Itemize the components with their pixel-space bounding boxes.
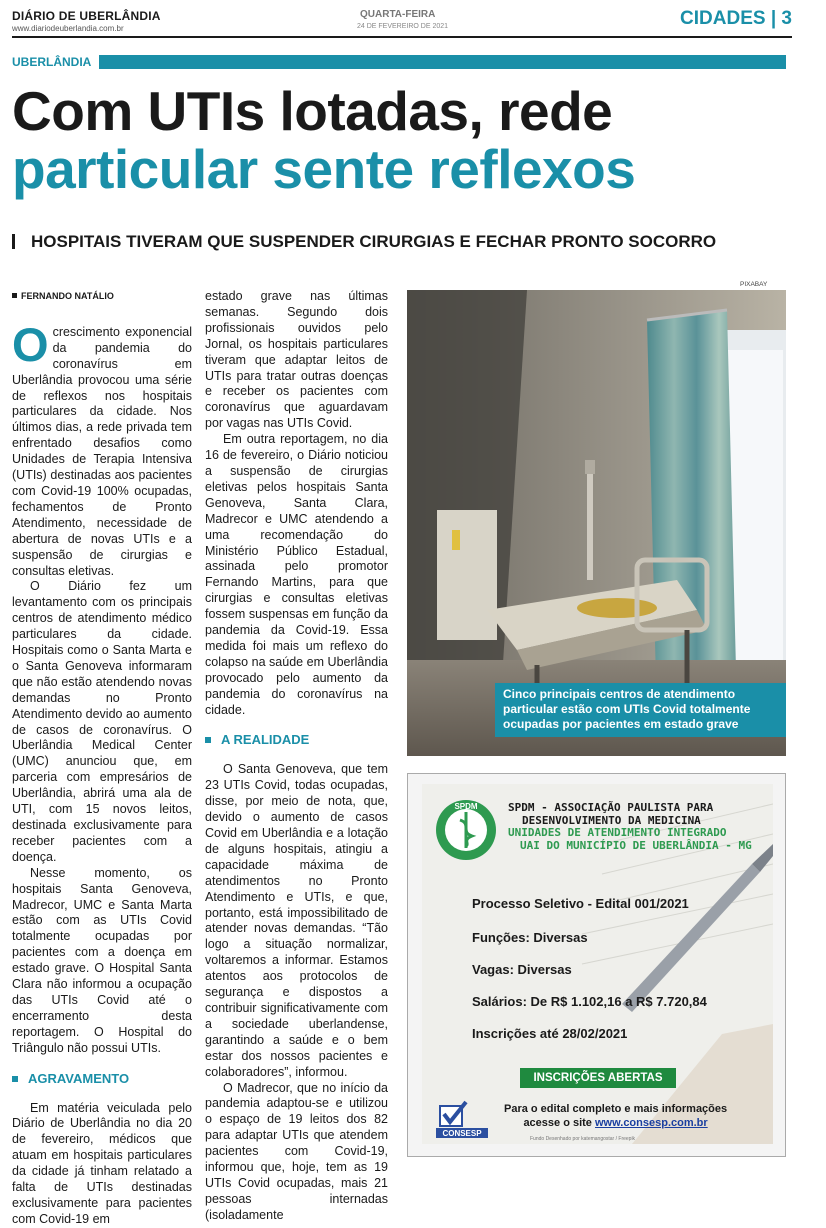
headline-line2: particular sente reflexos bbox=[12, 138, 636, 200]
inscricoes-abertas-button[interactable]: INSCRIÇÕES ABERTAS bbox=[520, 1068, 676, 1088]
ad-org-line1: SPDM - ASSOCIAÇÃO PAULISTA PARA bbox=[508, 801, 714, 814]
ad-deadline: Inscrições até 28/02/2021 bbox=[472, 1026, 628, 1041]
consesp-link[interactable]: www.consesp.com.br bbox=[595, 1117, 708, 1129]
paragraph: estado grave nas últimas semanas. Segundo dois profissionais ouvidos pelo Jornal, os hospitais particulares tiveram que adaptar leitos de UTIs para tratar outras doenças e receber os pacientes com coronavírus que aguardavam por vagas nas UTIs Covid. bbox=[205, 289, 388, 431]
kicker: UBERLÂNDIA bbox=[12, 55, 99, 69]
article-column-1 bbox=[12, 289, 192, 1228]
kicker-bar bbox=[12, 55, 786, 69]
consesp-logo-icon bbox=[436, 1100, 488, 1138]
subhead-text: A REALIDADE bbox=[221, 732, 310, 748]
ad-footer-line1: Para o edital completo e mais informações bbox=[504, 1103, 728, 1115]
paragraph: Nesse momento, os hospitais Santa Genoveva, Madrecor, UMC e Santa Marta estão com as UTIs Covid totalmente ocupadas por pacientes com a doença em estado grave. O Hospital Santa Clara não informou a ocupação das UTIs Covid até o encerramento desta reportagem. O Hospital do Triângulo não possui UTIs. bbox=[12, 865, 192, 1055]
ad-panel bbox=[422, 784, 773, 1144]
headline-line1: Com UTIs lotadas, rede bbox=[12, 80, 613, 142]
subheadline bbox=[12, 232, 802, 252]
ad-footer-prefix: acesse o site bbox=[523, 1117, 595, 1129]
subhead-text: AGRAVAMENTO bbox=[28, 1070, 130, 1086]
photo-credit: PIXABAY bbox=[740, 281, 768, 288]
subhead-bar bbox=[12, 234, 15, 249]
subhead-square bbox=[205, 737, 211, 743]
photo-caption: Cinco principais centros de atendimento particular estão com UTIs Covid totalmente ocupadas por pacientes em estado grave bbox=[495, 683, 786, 737]
ad-image-credit: Fundo Desenhado por katemangostar / Freepik bbox=[530, 1136, 636, 1142]
advertisement bbox=[407, 773, 786, 1157]
ad-process: Processo Seletivo - Edital 001/2021 bbox=[472, 896, 689, 911]
paragraph: Em outra reportagem, no dia 16 de fevereiro, o Diário noticiou a suspensão de cirurgias eletivas pelos hospitais Santa Genoveva, Santa Clara, Madrecor e UMC atendendo a uma recomendação do Ministério Público Estadual, assinada pelo promotor Fernando Martins, para que cirurgias e consultas eletivas fossem suspensas em função da pandemia da Covid-19. Essa medida foi mais um reflexo do colapso na saúde em Uberlândia provocado pelo aumento da pandemia do coronavírus na cidade. bbox=[205, 432, 388, 717]
paragraph: O Santa Genoveva, que tem 23 UTIs Covid, todas ocupadas, disse, por meio de nota, que, devido o aumento de casos Covid em Uberlândia e a lotação de alguns hospitais, atingiu a capacidade máxima de atendimentos no Pronto Atendimento e UTIs, e que, portanto, está impossibilitado de atender novas demandas. “Tão logo a situação normalizar, voltaremos a informar. Estamos atentos aos protocolos de segurança e dispostos a contribuir significativamente com a sociedade uberlandense, garantindo a saúde e o bem estar dos nossos pacientes e colaboradores”, informou. bbox=[205, 762, 388, 1079]
ad-unit-line2: UAI DO MUNICÍPIO DE UBERLÂNDIA - MG bbox=[520, 838, 752, 852]
ad-org bbox=[508, 802, 768, 852]
article-column-2 bbox=[205, 289, 388, 1224]
weekday: QUARTA-FEIRA bbox=[360, 9, 436, 20]
subhead-agravamento bbox=[12, 1071, 192, 1087]
consesp-logo-text: CONSESP bbox=[442, 1129, 482, 1138]
subhead-square bbox=[12, 1076, 18, 1082]
paragraph-text: crescimento exponencial da pandemia do coronavírus em Uberlândia provocou uma série de reflexos nos hospitais particulares da cidade. Nos últimos dias, a rede privada tem enfrentado desafios como Unidades de Terapia Intensiva (UTIs) destinadas aos pacientes com Covid-19 100% ocupadas, fechamentos de Pronto Atendimento, necessidade de abertura de novas UTIs e a suspensão de cirurgias e consultas eletivas. bbox=[12, 324, 192, 578]
ad-vacancies: Vagas: Diversas bbox=[472, 962, 572, 977]
ad-org-line2: DESENVOLVIMENTO DA MEDICINA bbox=[522, 813, 701, 827]
ad-footer bbox=[504, 1102, 727, 1130]
byline-square bbox=[12, 293, 17, 298]
ad-footer-line2 bbox=[504, 1116, 727, 1130]
svg-text:SPDM: SPDM bbox=[454, 802, 478, 811]
section-page: CIDADES | 3 bbox=[680, 8, 792, 29]
paragraph: O Diário fez um levantamento com os principais centros de atendimento médico particulares da cidade. Hospitais como o Santa Marta e o Santa Genoveva informaram que não estão atendendo novas demandas no Pronto Atendimento devido ao aumento de casos de coronavírus. O Uberlândia Medical Center (UMC) anunciou que, em parceria com empresários de Uberlândia, abrirá uma ala de UTI, com 15 novos leitos, destinada exclusivamente para receber pacientes com a doença. bbox=[12, 579, 192, 864]
drop-cap: O bbox=[12, 317, 49, 371]
spdm-logo-icon bbox=[434, 798, 498, 862]
ad-unit-line1: UNIDADES DE ATENDIMENTO INTEGRADO bbox=[508, 826, 727, 839]
author-name: FERNANDO NATÁLIO bbox=[21, 291, 114, 301]
paragraph bbox=[12, 317, 192, 580]
headline bbox=[12, 82, 802, 198]
author-byline bbox=[12, 289, 192, 305]
paper-name: DIÁRIO DE UBERLÂNDIA bbox=[12, 9, 161, 23]
subheadline-text: HOSPITAIS TIVERAM QUE SUSPENDER CIRURGIAS E FECHAR PRONTO SOCORRO bbox=[31, 232, 717, 251]
paragraph: Em matéria veiculada pelo Diário de Uberlândia no dia 20 de fevereiro, médicos que atuam em hospitais particulares da cidade já tinham relatado a falta de UTIs destinadas exclusivamente para pacientes com Covid-19 em bbox=[12, 1100, 192, 1226]
issue-date: 24 DE FEVEREIRO DE 2021 bbox=[357, 23, 449, 30]
ad-functions: Funções: Diversas bbox=[472, 930, 588, 945]
masthead bbox=[12, 6, 792, 38]
paper-url[interactable]: www.diariodeuberlandia.com.br bbox=[12, 24, 124, 33]
paragraph: O Madrecor, que no início da pandemia adaptou-se e utilizou o espaço de 19 leitos dos 82 para adaptar UTIs que atendem pacientes com Covid-19, informou que, hoje, tem as 19 UTIs Covid ocupadas, mais 21 pessoas internadas (isoladamente bbox=[205, 1080, 388, 1222]
ad-salaries: Salários: De R$ 1.102,16 a R$ 7.720,84 bbox=[472, 994, 707, 1009]
subhead-realidade bbox=[205, 732, 388, 748]
